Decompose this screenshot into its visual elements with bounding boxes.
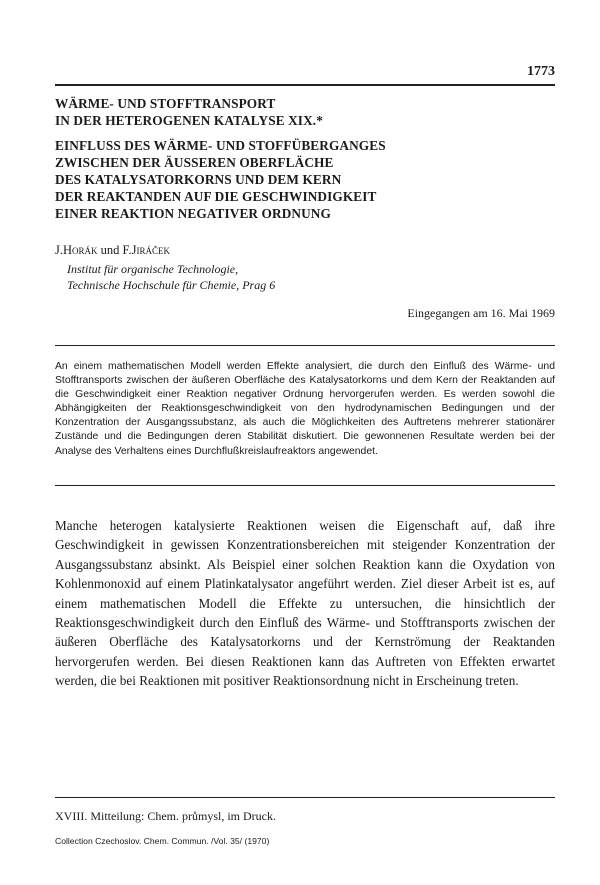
page-number: 1773 [527,64,555,79]
journal-citation: Collection Czechoslov. Chem. Commun. /Vol. 35/ (1970) [55,836,270,846]
affiliation-line: Technische Hochschule für Chemie, Prag 6 [67,278,276,292]
title-sub-line: ZWISCHEN DER ÄUSSEREN OBERFLÄCHE [55,155,334,170]
header-rule [55,84,555,86]
authors [55,243,170,258]
title-sub-line: DES KATALYSATORKORNS UND DEM KERN [55,172,342,187]
body-paragraph: Manche heterogen katalysierte Reaktionen weisen die Eigenschaft auf, daß ihre Geschwindigkeit in gewissen Konzentrationsbereichen mit steigender Konzentration der Ausgangssubstanz absinkt. Als Beispiel einer solchen Reaktion kann die Oxydation von Kohlenmonoxid auf einem Platinkatalysator angeführt werden. Ziel dieser Arbeit ist es, auf einem mathematischen Modell die Effekte zu untersuchen, die hinsichtlich der Reaktionsgeschwindigkeit durch den Einfluß des Wärme- und Stofftransports zwischen der äußeren Oberfläche des Katalysatorkorns und der Kernströmung der Reaktanden hervorgerufen werden. Bei diesen Reaktionen kann das Auftreten von Effekten erwartet werden, die bei Reaktionen mit positiver Reaktionsordnung nicht in Erscheinung treten. [55,518,555,689]
title-sub-line: DER REAKTANDEN AUF DIE GESCHWINDIGKEIT [55,189,377,204]
author-name: J.Horák [55,243,98,257]
title-sub-line: EINER REAKTION NEGATIVER ORDNUNG [55,206,331,221]
footnote-rule [55,797,555,798]
title-sub-line: EINFLUSS DES WÄRME- UND STOFFÜBERGANGES [55,138,386,153]
abstract: An einem mathematischen Modell werden Effekte analysiert, die durch den Einfluß des Wärme- und Stofftransports zwischen der äußeren Oberfläche des Katalysatorkorns und dem Kern der Reaktanden auf die Geschwindigkeit einer Reaktion negativer Ordnung hervorgerufen werden. Es werden sowohl die Abhängigkeiten der Reaktionsgeschwindigkeit von den hydrodynamischen Bedingungen und der Konzentration der Ausgangssubstanz, als auch die Möglichkeiten des Auftretens mehrerer stationärer Zustände und die Bedingungen deren Stabilität diskutiert. Die gewonnenen Resultate werden bei der Analyse des Verhaltens eines Durchflußkreislaufreaktors angewendet. [55,361,555,457]
affiliation-line: Institut für organische Technologie, [67,262,239,276]
title-main-line: IN DER HETEROGENEN KATALYSE XIX.* [55,113,323,128]
footnote: XVIII. Mitteilung: Chem. průmysl, im Druck. [55,809,276,823]
title-main-line: WÄRME- UND STOFFTRANSPORT [55,96,276,111]
abstract-bottom-rule [55,485,555,486]
received-date: Eingegangen am 16. Mai 1969 [407,306,555,320]
author-conjunction: und [100,243,120,257]
abstract-top-rule [55,345,555,346]
author-name: F.Jiráček [122,243,170,257]
